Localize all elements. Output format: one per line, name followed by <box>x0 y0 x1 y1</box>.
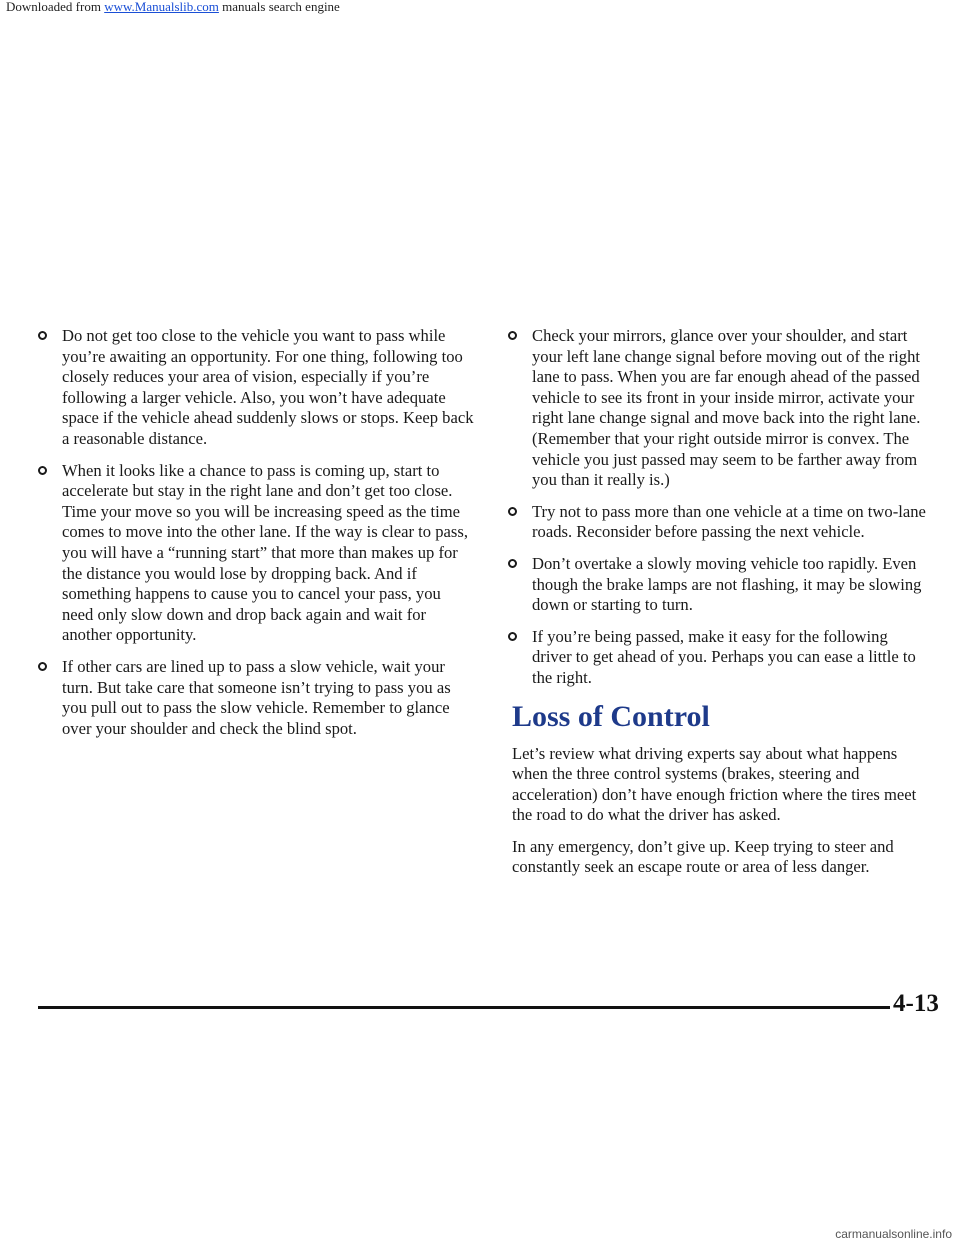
bullet-icon <box>38 662 47 671</box>
section-paragraph: In any emergency, don’t give up. Keep trying to steer and constantly seek an escape route or area of less danger. <box>512 836 894 877</box>
banner-prefix: Downloaded from <box>6 0 105 14</box>
section-heading: Loss of Control <box>512 699 710 733</box>
bullet-icon <box>38 331 47 340</box>
page-number: 4-13 <box>893 990 939 1017</box>
list-item: If other cars are lined up to pass a slow vehicle, wait your turn. But take care that someone isn’t trying to pass you as you pull out to pass the slow vehicle. Remember to glance over your shoulder and check the blind spot. <box>38 657 476 739</box>
left-bullet-list <box>38 326 476 739</box>
list-item: If you’re being passed, make it easy for the following driver to get ahead of you. Perhaps you can ease a little to the right. <box>508 627 928 689</box>
list-item: Don’t overtake a slowly moving vehicle too rapidly. Even though the brake lamps are not flashing, it may be slowing down or starting to turn. <box>508 554 928 616</box>
list-item: When it looks like a chance to pass is coming up, start to accelerate but stay in the right lane and don’t get too close. Time your move so you will be increasing speed as the time comes to move into the other lane. If the way is clear to pass, you will have a “running start” that more than makes up for the distance you would lose by dropping back. And if something happens to cause you to cancel your pass, you need only slow down and drop back again and wait for another opportunity. <box>38 461 476 646</box>
bullet-icon <box>508 559 517 568</box>
section-paragraph: Let’s review what driving experts say about what happens when the three control systems (brakes, steering and acceleration) don’t have enough friction where the tires meet the road to do what the driver has asked. <box>512 743 917 825</box>
bullet-icon <box>508 632 517 641</box>
banner-suffix: manuals search engine <box>218 0 340 14</box>
list-item: Do not get too close to the vehicle you want to pass while you’re awaiting an opportunity. For one thing, following too closely reduces your area of vision, especially if you’re following a larger vehicle. Also, you won’t have adequate space if the vehicle ahead suddenly slows or stops. Keep back a reasonable distance. <box>38 326 476 450</box>
right-bullet-list <box>508 326 928 689</box>
download-banner <box>0 0 960 14</box>
footer-rule <box>38 1006 890 1009</box>
manualslib-link[interactable]: www.Manualslib.com <box>104 0 219 14</box>
bullet-icon <box>508 331 517 340</box>
footer-watermark: carmanualsonline.info <box>835 1227 952 1241</box>
left-column <box>38 326 476 750</box>
right-column <box>508 326 928 889</box>
list-item: Try not to pass more than one vehicle at a time on two-lane roads. Reconsider before passing the next vehicle. <box>508 502 928 543</box>
list-item: Check your mirrors, glance over your shoulder, and start your left lane change signal before moving out of the right lane to pass. When you are far enough ahead of the passed vehicle to see its front in your inside mirror, activate your right lane change signal and move back into the right lane. (Remember that your right outside mirror is convex. The vehicle you just passed may seem to be farther away from you than it really is.) <box>508 326 928 491</box>
bullet-icon <box>508 507 517 516</box>
bullet-icon <box>38 466 47 475</box>
